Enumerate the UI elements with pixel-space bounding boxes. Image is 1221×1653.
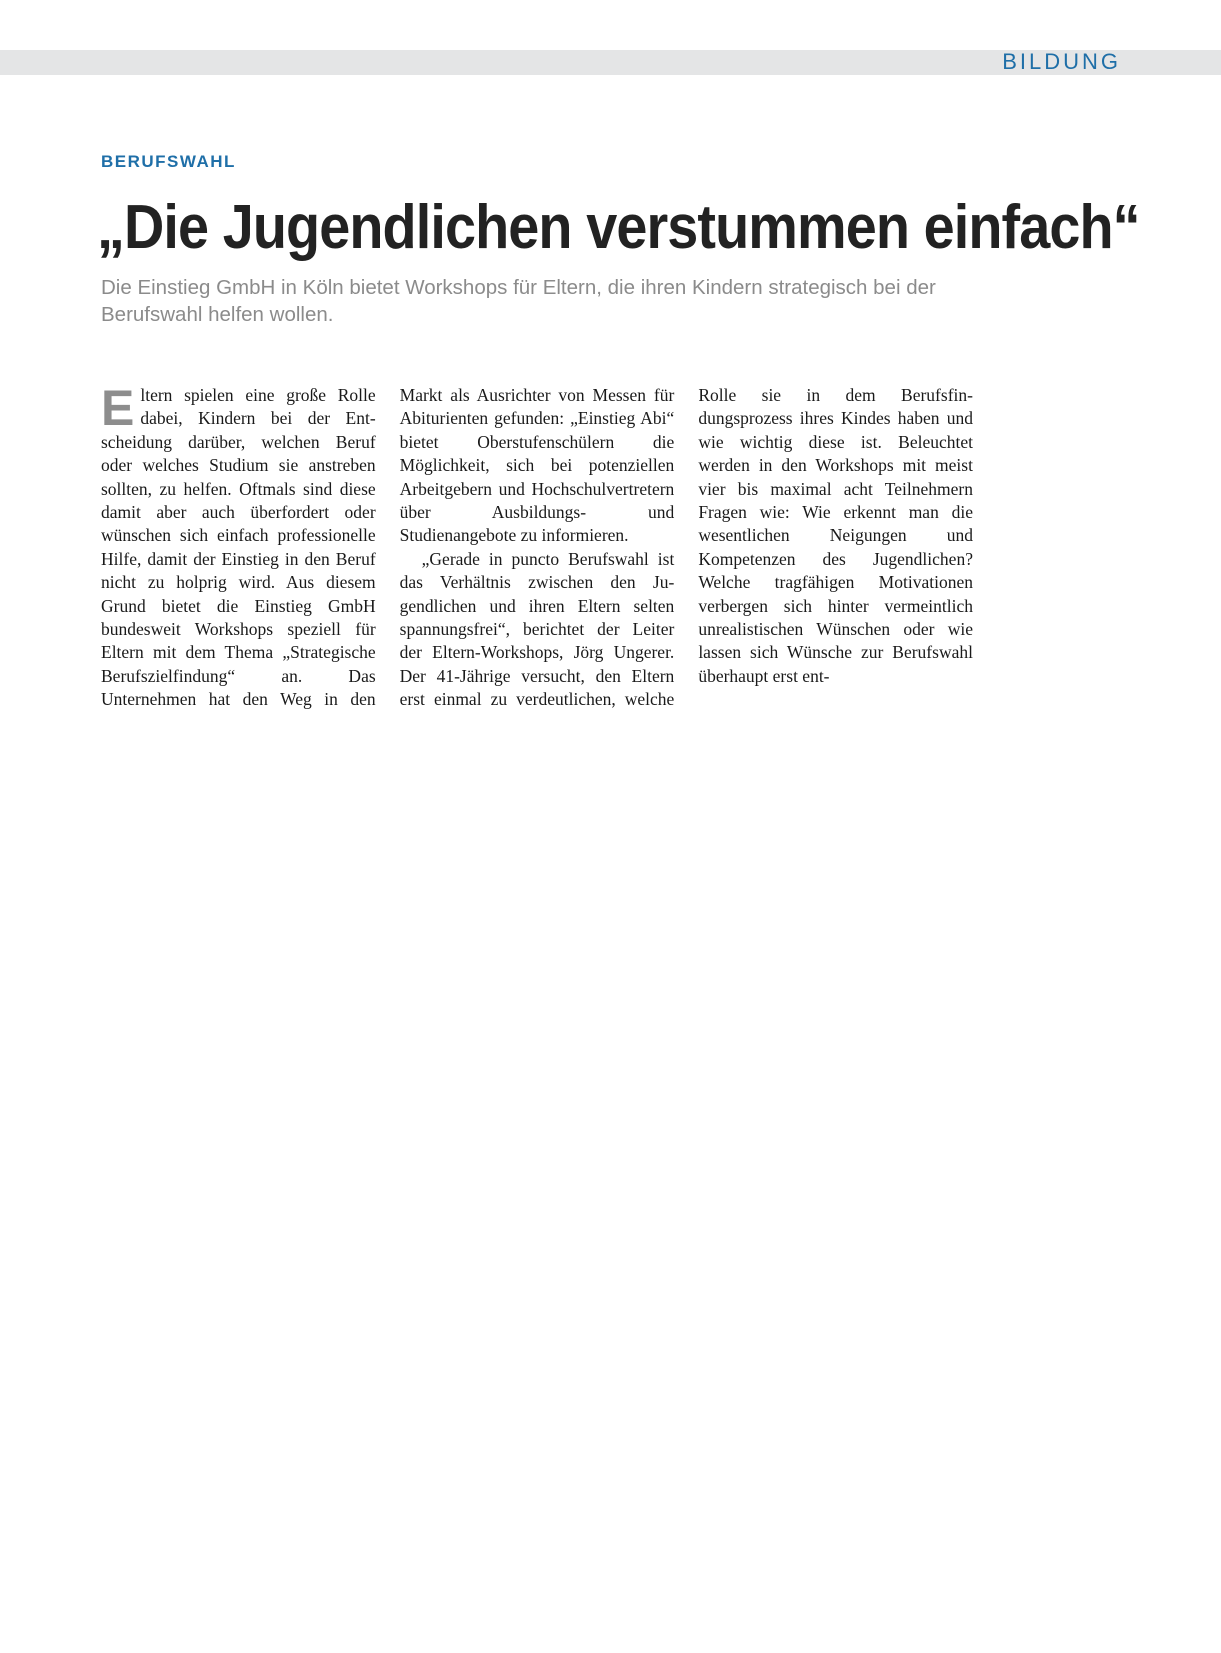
- article-headline: „Die Jugendlichen verstummen einfach“: [97, 193, 1140, 262]
- article-body: [101, 380, 973, 724]
- body-paragraph: „Gerade in puncto Berufswahl ist das Verhältnis zwischen den Jugendlichen und ihren Eltern selten spannungsfrei“, berichtet der Leiter der Eltern-Workshops, Jörg Ungerer. Der 41-Jährige versucht, den Eltern erst einmal zu verdeutlichen, welche Rolle sie in dem Berufsfindungsprozess ihres Kindes haben und wie wichtig diese ist. Beleuchtet werden in den Workshops mit meist vier bis maximal acht Teilnehmern Fragen wie: Wie erkennt man die wesentlichen Neigungen und Kompetenzen des Jugendlichen? Welche tragfähigen Motivationen verbergen sich hinter vermeintlich unrealistischen Wünschen oder wie lassen sich Wünsche zur Berufswahl überhaupt erst ent-: [399, 385, 973, 710]
- article-kicker: BERUFSWAHL: [101, 152, 236, 171]
- paragraph-text: ltern spielen eine große Rolle dabei, Kindern bei der Entscheidung darüber, welchen Beruf oder welches Studium sie anstreben sollten, zu helfen. Oftmals sind diese damit aber auch überfordert oder wünschen sich einfach professionelle Hilfe, damit der Einstieg in den Beruf nicht zu holprig wird. Aus diesem Grund bietet die Einstieg GmbH bundesweit Workshops speziell für Eltern mit dem Thema „Strategische Berufszielfindung“ an. Das Unternehmen hat den Weg in den Markt als Ausrichter von Messen für Abiturienten gefunden: „Einstieg Abi“ bietet Oberstufenschülern die Möglichkeit, sich bei potenziellen Arbeitgebern und Hochschulvertretern über Ausbildungs- und Studienangebote zu informieren.: [101, 385, 675, 710]
- section-label: BILDUNG: [1002, 49, 1121, 74]
- drop-cap: E: [101, 380, 135, 436]
- article-subhead: Die Einstieg GmbH in Köln bietet Workshops für Eltern, die ihren Kindern strategisch bei der Berufswahl helfen wollen.: [101, 276, 936, 326]
